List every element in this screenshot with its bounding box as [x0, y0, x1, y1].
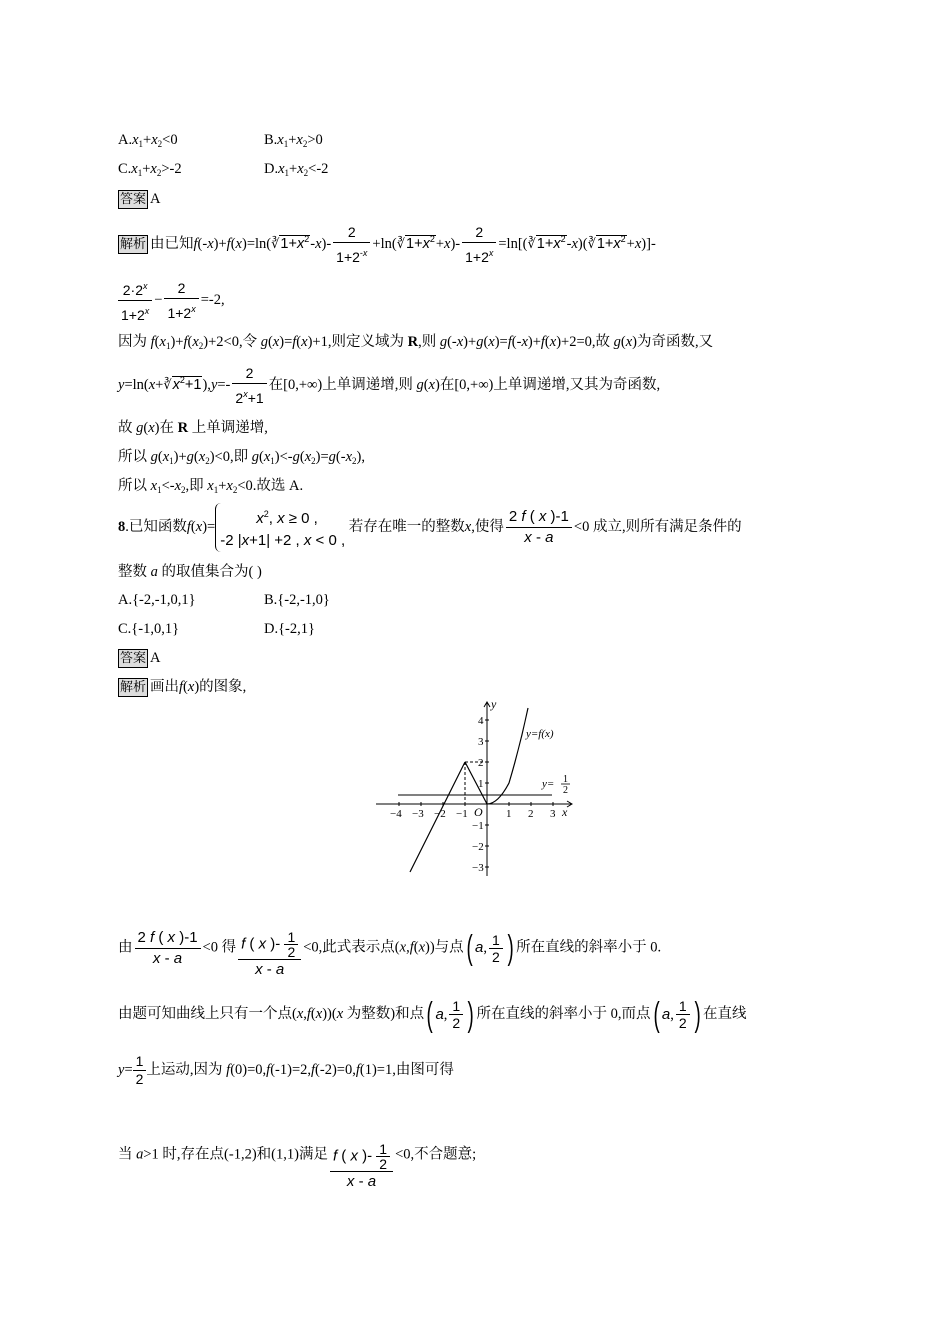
- q7-analysis-line-6: 所以 $g(x_1)+g(x_2)<0$,即 $g(x_1)<-g(x_2)=g(-x_2)$,: [118, 449, 365, 466]
- x-tick-label: 2: [528, 808, 534, 820]
- line-label-den: 2: [563, 785, 568, 796]
- q7-option-d: $D.x_1+x_2<-2$: [264, 161, 329, 178]
- x-axis-label: x: [562, 805, 568, 819]
- q8-analysis-p2: 由题可知曲线上只有一个点(x,f(x))(x 为整数)和点 ( a , $\frac{1}{2}$ ) 所在直线的斜率小于 0,而点 ( a , $\frac{1}{2}$ ) 在直线: [118, 995, 747, 1034]
- curve-label: y=f(x): [526, 728, 554, 740]
- answer-tag: 答案: [120, 651, 147, 666]
- q8-analysis-p3: y= $\frac{1}{2}$ 上运动,因为 f(0)=0,f(-1)=2,f(-2)=0,f(1)=1,由图可得: [118, 1053, 454, 1088]
- q8-option-c: C.{-1,0,1}: [118, 621, 180, 637]
- y-tick-label: −2: [472, 841, 484, 853]
- q7-option-a: $A.x_1+x_2<0$: [118, 132, 178, 149]
- q7-analysis-line-3: 因为 $f(x_1)+f(x_2)+2<0$,令 g(x)=f(x)+1,则定义域为 R,则 g(-x)+g(x)=f(-x)+f(x)+2=0,故 g(x)为奇函数,又: [118, 334, 714, 351]
- y-tick-label: −1: [472, 820, 484, 832]
- y-tick-label: 1: [478, 778, 484, 790]
- y-axis-label: y: [491, 697, 497, 711]
- q7-analysis-line-4: $y=\ln(x+∛x^2+1),y=-$ $\frac{2}{2^x+1}$ 在[0,+∞)上单调递增,则 g(x)在[0,+∞)上单调递增,又其为奇函数,: [118, 365, 661, 407]
- analysis-tag: 解析: [120, 680, 147, 695]
- q7-answer: 答案 A: [120, 191, 161, 207]
- q8-option-a: A.{-2,-1,0,1}: [118, 592, 196, 608]
- q8-analysis-p4: 当 a>1 时,存在点(-1,2)和(1,1)满足 f ( x )- $\frac{1}{2}$ x - a <0,不合题意;: [118, 1141, 477, 1190]
- q7-option-b: $B.x_1+x_2>0$: [264, 132, 323, 149]
- y-tick-label: 2: [478, 757, 484, 769]
- q7-analysis-line-5: 故 g(x)在 R 上单调递增,: [118, 420, 268, 436]
- x-tick-label: −3: [412, 808, 424, 820]
- q8-option-d: D.{-2,1}: [264, 621, 315, 637]
- x-tick-label: −4: [390, 808, 402, 820]
- q8-option-b: B.{-2,-1,0}: [264, 592, 330, 608]
- function-graph: [370, 696, 580, 880]
- x-tick-label: −2: [434, 808, 446, 820]
- y-tick-label: −3: [472, 862, 484, 874]
- q8-analysis-p1: 由 $\frac{2 f ( x )-1}{x - a}$ <0 得 f ( x )- $\frac{1}{2}$ x - a <0,此式表示点(x,f(x))与点 ( a , $\frac{1}{2}$ ) 所在直线的斜率小于 0.: [118, 928, 662, 978]
- y-tick-label: 4: [478, 715, 484, 727]
- q7-analysis-line-2: $\frac{2\cdot 2^x}{1+2^x}$ − $\frac{2}{1+2^x}$ =-2,: [118, 276, 225, 325]
- y-tick-label: 3: [478, 736, 484, 748]
- q8-stem: 8.已知函数f(x)= $x^2$, x ≥ 0 , -2 |x+1| +2 , x < 0 , 若存在唯一的整数x,使得 $\frac{2 f ( x )-1}{x - a}$ <0 成立,则所有满足条件的: [118, 503, 742, 552]
- piecewise-function: $x^2$, x ≥ 0 , -2 |x+1| +2 , x < 0 ,: [215, 503, 345, 552]
- curve-parabola: [487, 708, 528, 804]
- answer-tag: 答案: [120, 192, 147, 207]
- q7-analysis-line-7: 所以 $x_1<-x_2$,即 $x_1+x_2<0$.故选 A.: [118, 478, 304, 495]
- curve-middle: [465, 762, 487, 804]
- x-tick-label: 3: [550, 808, 556, 820]
- line-label-num: 1: [563, 774, 568, 785]
- x-tick-label: −1: [456, 808, 468, 820]
- line-label: y=: [542, 778, 555, 790]
- q8-stem-line-2: 整数 a 的取值集合为( ): [118, 564, 262, 580]
- q7-analysis-line-1: 解析 由已知$f(-x)+f(x)=\ln(∛1+x^2-x)-$ $\frac{2}{1+2^{-x}}$ $+\ln(∛1+x^2+x)-$ $\frac{2}{1+2^x}$ $=\ln[(∛1+x^2-x)(∛1+x^2+x)]-$: [120, 224, 656, 265]
- analysis-tag: 解析: [120, 236, 147, 252]
- x-tick-label: 1: [506, 808, 512, 820]
- q8-answer: 答案 A: [120, 650, 161, 666]
- q8-analysis-intro: 解析 画出f(x)的图象,: [120, 679, 247, 695]
- frac: $\frac{2}{1+2^{-x}}$: [333, 222, 370, 267]
- q7-option-c: $C.x_1+x_2>-2$: [118, 161, 182, 178]
- origin-label: O: [474, 805, 483, 819]
